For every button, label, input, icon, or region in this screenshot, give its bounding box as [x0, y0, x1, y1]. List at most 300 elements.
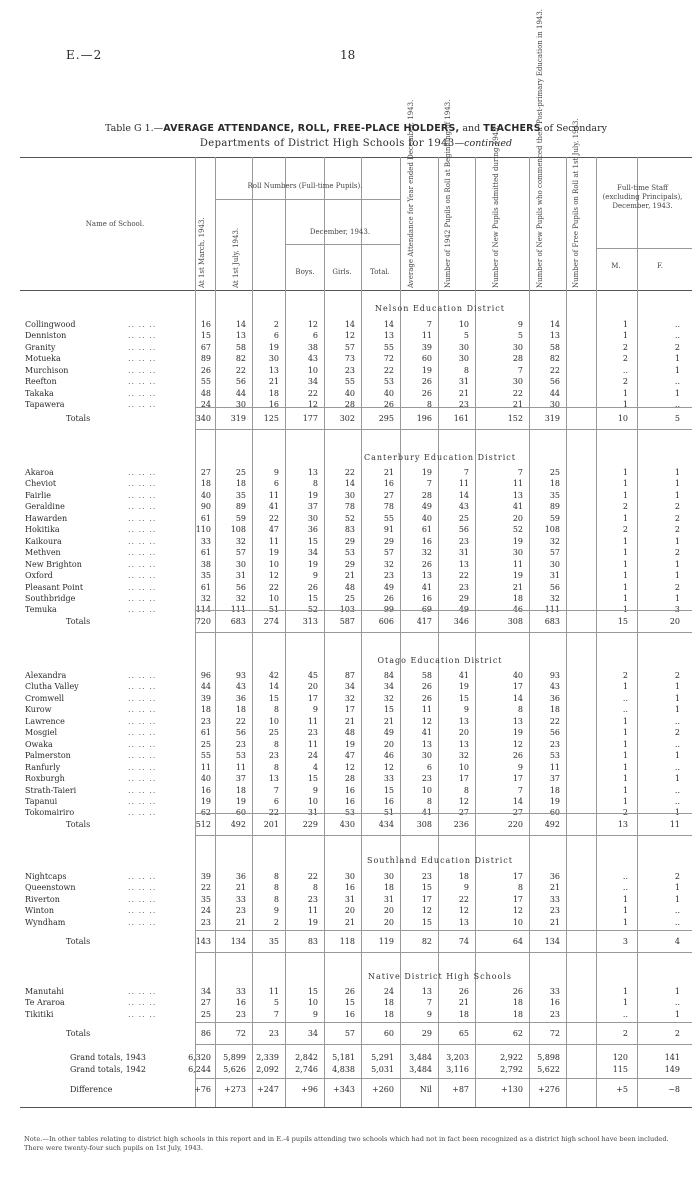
leader-dots: .. .. .. [128, 883, 157, 893]
cell: 59 [549, 513, 560, 523]
leader-dots: .. .. .. [128, 917, 157, 927]
cell: 34 [307, 377, 318, 387]
table-row [0, 905, 700, 916]
cell: 52 [512, 525, 523, 535]
cell: 25 [200, 1009, 211, 1019]
cell: 26 [458, 987, 469, 996]
cell: 64 [512, 937, 523, 946]
cell: 59 [235, 513, 246, 523]
section-title: Nelson Education District [375, 304, 505, 313]
cell: 11 [235, 762, 246, 772]
cell: 36 [549, 693, 560, 703]
cell: 2 [674, 513, 680, 523]
cell: 10 [421, 785, 432, 795]
roll-group-rule [215, 199, 400, 200]
cell: 33 [549, 987, 560, 996]
cell: 13 [235, 331, 246, 341]
cell: 2 [622, 671, 628, 680]
cell: 430 [339, 820, 355, 829]
cell: .. [622, 693, 628, 703]
cell: 19 [549, 796, 560, 806]
cell: 41 [421, 582, 432, 592]
cell: 17 [307, 693, 318, 703]
cell: 16 [344, 1009, 355, 1019]
school-name: Te Araroa [25, 998, 65, 1008]
cell: +76 [194, 1085, 211, 1094]
cell: 21 [268, 377, 279, 387]
cell: 19 [421, 468, 432, 477]
cell: 56 [458, 525, 469, 535]
cell: 12 [512, 906, 523, 916]
table-row [0, 997, 700, 1008]
cell: 26 [512, 751, 523, 761]
cell: 30 [458, 342, 469, 352]
cell: 83 [307, 937, 318, 946]
cell: 22 [344, 468, 355, 477]
cell: 9 [273, 468, 279, 477]
cell: 10 [617, 414, 628, 423]
totals-row [0, 616, 700, 627]
cell: 30 [549, 400, 560, 410]
cell: 83 [344, 525, 355, 535]
cell: .. [674, 400, 680, 410]
school-name: Hokitika [25, 525, 60, 535]
cell: 11 [512, 479, 523, 489]
cell: 30 [235, 400, 246, 410]
header-top-rule [20, 157, 692, 158]
cell: 1 [674, 751, 680, 761]
cell: 23 [549, 1009, 560, 1019]
cell: 5,898 [537, 1053, 560, 1062]
cell: .. [674, 320, 680, 329]
leader-dots: .. .. .. [128, 548, 157, 558]
cell: 23 [549, 906, 560, 916]
cell: 18 [235, 705, 246, 715]
cell: 1 [622, 571, 628, 581]
cell: 16 [383, 479, 394, 489]
cell: 417 [416, 617, 432, 626]
cell: 19 [307, 490, 318, 500]
cell: 274 [263, 617, 279, 626]
cell: 295 [378, 414, 394, 423]
table-row [0, 882, 700, 893]
cell: 62 [512, 1029, 523, 1038]
cell: 1 [674, 774, 680, 784]
cell: 22 [458, 894, 469, 904]
cell: 15 [383, 785, 394, 795]
cell: 44 [200, 682, 211, 692]
totals-rule [195, 1022, 692, 1023]
cell: 55 [383, 342, 394, 352]
cell: 22 [268, 513, 279, 523]
cell: 49 [421, 502, 432, 512]
cell: 26 [421, 559, 432, 569]
cell: 115 [612, 1065, 628, 1074]
cell: 2 [674, 525, 680, 535]
leader-dots: .. .. .. [128, 342, 157, 352]
leader-dots: .. .. .. [128, 331, 157, 341]
section-title: Canterbury Education District [364, 453, 516, 462]
cell: 1 [674, 479, 680, 489]
cell: 10 [268, 559, 279, 569]
school-name: Methven [25, 548, 61, 558]
cell: 143 [195, 937, 211, 946]
grand-total-1943-row [0, 1052, 700, 1063]
cell: 1 [674, 571, 680, 581]
table-row [0, 501, 700, 512]
cell: 8 [463, 785, 469, 795]
leader-dots: .. .. .. [128, 774, 157, 784]
cell: 10 [268, 593, 279, 603]
cell: 16 [200, 785, 211, 795]
cell: 48 [344, 582, 355, 592]
cell: 1 [622, 548, 628, 558]
table-row [0, 467, 700, 478]
table-row [0, 478, 700, 489]
cell: 340 [195, 414, 211, 423]
cell: 30 [512, 377, 523, 387]
cell: 1 [622, 894, 628, 904]
cell: 1 [674, 1009, 680, 1019]
cell: 2,922 [500, 1053, 523, 1062]
cell: 24 [200, 400, 211, 410]
cell: 24 [383, 987, 394, 996]
cell: 1 [674, 388, 680, 398]
cell: 13 [617, 820, 628, 829]
cell: 15 [200, 331, 211, 341]
school-name: Difference [70, 1085, 113, 1094]
cell: 28 [344, 774, 355, 784]
difference-row [0, 1084, 700, 1095]
cell: 16 [200, 320, 211, 329]
cell: .. [622, 1009, 628, 1019]
cell: 201 [263, 820, 279, 829]
cell: 19 [268, 548, 279, 558]
cell: 17 [512, 682, 523, 692]
cell: .. [622, 872, 628, 881]
cell: 74 [458, 937, 469, 946]
cell: 346 [453, 617, 469, 626]
totals-rule [195, 930, 692, 931]
school-name: Denniston [25, 331, 67, 341]
cell: 7 [517, 468, 523, 477]
cell: 2,792 [500, 1065, 523, 1074]
cell: +247 [257, 1085, 279, 1094]
cell: 36 [235, 872, 246, 881]
cell: 1 [622, 774, 628, 784]
cell: 8 [273, 883, 279, 893]
cell: 14 [512, 796, 523, 806]
table-row [0, 693, 700, 704]
cell: 1 [674, 365, 680, 375]
cell: 15 [458, 693, 469, 703]
cell: 32 [383, 693, 394, 703]
cell: 55 [200, 751, 211, 761]
cell: 21 [512, 582, 523, 592]
cell: 1 [674, 705, 680, 715]
cell: 44 [549, 388, 560, 398]
column-header-new-commenced: Number of New Pupils who commenced their Post-primary Education in 1943. [536, 8, 544, 288]
cell: 43 [307, 354, 318, 364]
cell: 18 [458, 1009, 469, 1019]
cell: 73 [344, 354, 355, 364]
school-name: Pleasant Point [25, 582, 84, 592]
cell: 8 [273, 739, 279, 749]
leader-dots: .. .. .. [128, 682, 157, 692]
cell: 10 [512, 917, 523, 927]
table-row [0, 388, 700, 399]
table-row [0, 524, 700, 535]
cell: 30 [344, 490, 355, 500]
leader-dots: .. .. .. [128, 796, 157, 806]
column-header-staff: Full-time Staff (excluding Principals), December, 1943. [602, 184, 683, 210]
cell: +87 [452, 1085, 469, 1094]
cell: 12 [512, 739, 523, 749]
cell: 25 [200, 739, 211, 749]
cell: 8 [426, 796, 432, 806]
table-row [0, 353, 700, 364]
cell: 23 [549, 739, 560, 749]
cell: 8 [273, 705, 279, 715]
cell: 4 [312, 762, 318, 772]
leader-dots: .. .. .. [128, 671, 157, 680]
cell: +96 [301, 1085, 318, 1094]
school-name: Kaikoura [25, 536, 62, 546]
cell: 47 [344, 751, 355, 761]
cell: 1 [622, 320, 628, 329]
cell: 6 [273, 796, 279, 806]
cell: 683 [544, 617, 560, 626]
cell: 1 [622, 739, 628, 749]
cell: 16 [549, 998, 560, 1008]
cell: 61 [200, 513, 211, 523]
cell: 125 [263, 414, 279, 423]
column-header-name: Name of School. [85, 220, 145, 228]
cell: 1 [622, 917, 628, 927]
cell: 15 [421, 883, 432, 893]
cell: 9 [312, 785, 318, 795]
cell: 36 [235, 693, 246, 703]
cell: 13 [421, 987, 432, 996]
cell: 6 [273, 331, 279, 341]
cell: 8 [463, 365, 469, 375]
column-header-at-july: At 1st July, 1943. [232, 227, 240, 288]
cell: 22 [549, 365, 560, 375]
cell: 1 [674, 987, 680, 996]
cell: 9 [312, 1009, 318, 1019]
cell: 18 [383, 1009, 394, 1019]
leader-dots: .. .. .. [128, 582, 157, 592]
cell: 57 [344, 1029, 355, 1038]
cell: 103 [339, 605, 355, 615]
cell: 14 [344, 479, 355, 489]
cell: 49 [458, 605, 469, 615]
cell: 55 [344, 377, 355, 387]
totals-rule [195, 429, 692, 430]
cell: 9 [517, 762, 523, 772]
school-name: Murchison [25, 365, 69, 375]
cell: 37 [549, 774, 560, 784]
cell: 18 [268, 388, 279, 398]
cell: 31 [458, 548, 469, 558]
cell: 13 [458, 559, 469, 569]
cell: 24 [200, 906, 211, 916]
cell: 99 [383, 605, 394, 615]
cell: 5,031 [371, 1065, 394, 1074]
cell: 12 [458, 906, 469, 916]
cell: 1 [622, 513, 628, 523]
leader-dots: .. .. .. [128, 571, 157, 581]
cell: 78 [383, 502, 394, 512]
cell: 19 [307, 917, 318, 927]
cell: 5,291 [371, 1053, 394, 1062]
cell: Nil [419, 1085, 432, 1094]
school-name: Roxburgh [25, 774, 65, 784]
cell: 7 [426, 479, 432, 489]
cell: 12 [421, 906, 432, 916]
cell: 13 [268, 774, 279, 784]
cell: 8 [273, 894, 279, 904]
cell: .. [674, 716, 680, 726]
cell: 26 [307, 582, 318, 592]
cell: 39 [200, 693, 211, 703]
cell: 49 [383, 582, 394, 592]
cell: 33 [235, 987, 246, 996]
leader-dots: .. .. .. [128, 365, 157, 375]
cell: +260 [372, 1085, 394, 1094]
cell: 1 [622, 682, 628, 692]
cell: 40 [200, 774, 211, 784]
cell: 13 [512, 716, 523, 726]
cell: 12 [421, 716, 432, 726]
cell: 41 [421, 808, 432, 818]
school-name: Grand totals, 1943 [70, 1053, 146, 1062]
cell: 683 [230, 617, 246, 626]
cell: 47 [268, 525, 279, 535]
cell: 16 [344, 883, 355, 893]
cell: 9 [517, 320, 523, 329]
cell: 3 [674, 605, 680, 615]
cell: 31 [235, 571, 246, 581]
cell: 1 [674, 894, 680, 904]
cell: 16 [344, 785, 355, 795]
cell: 93 [235, 671, 246, 680]
cell: 5,899 [223, 1053, 246, 1062]
totals-row [0, 1028, 700, 1039]
totals-row [0, 819, 700, 830]
cell: 25 [458, 513, 469, 523]
cell: 2 [674, 342, 680, 352]
cell: 11 [200, 762, 211, 772]
cell: 1 [674, 354, 680, 364]
cell: 229 [302, 820, 318, 829]
cell: 3,116 [446, 1065, 469, 1074]
cell: 12 [458, 796, 469, 806]
cell: 11 [669, 820, 680, 829]
cell: 78 [344, 502, 355, 512]
cell: 15 [307, 536, 318, 546]
cell: 15 [617, 617, 628, 626]
totals-row [0, 936, 700, 947]
leader-dots: .. .. .. [128, 987, 157, 996]
cell: 17 [421, 894, 432, 904]
cell: 11 [307, 906, 318, 916]
cell: 11 [268, 987, 279, 996]
cell: 10 [307, 365, 318, 375]
cell: 33 [383, 774, 394, 784]
cell: 82 [421, 937, 432, 946]
cell: 26 [200, 365, 211, 375]
cell: +5 [616, 1085, 628, 1094]
cell: 53 [344, 548, 355, 558]
cell: 134 [544, 937, 560, 946]
cell: 18 [458, 872, 469, 881]
cell: 14 [549, 320, 560, 329]
cell: 30 [458, 354, 469, 364]
cell: 18 [200, 705, 211, 715]
cell: 57 [549, 548, 560, 558]
leader-dots: .. .. .. [128, 605, 157, 615]
cell: 23 [200, 917, 211, 927]
cell: 11 [268, 536, 279, 546]
cell: 23 [200, 716, 211, 726]
cell: 19 [421, 365, 432, 375]
cell: 6,320 [188, 1053, 211, 1062]
cell: 2 [273, 320, 279, 329]
school-name: Owaka [25, 739, 53, 749]
cell: 60 [383, 1029, 394, 1038]
cell: 12 [307, 320, 318, 329]
cell: 2 [674, 1029, 680, 1038]
school-name: Tokomairiro [25, 808, 75, 818]
cell: 56 [549, 582, 560, 592]
cell: 19 [512, 728, 523, 738]
cell: 82 [549, 354, 560, 364]
cell: 2 [622, 1029, 628, 1038]
cell: 58 [421, 671, 432, 680]
leader-dots: .. .. .. [128, 728, 157, 738]
cell: 1 [622, 331, 628, 341]
leader-dots: .. .. .. [128, 739, 157, 749]
cell: 6 [273, 479, 279, 489]
cell: 10 [458, 320, 469, 329]
cell: 2 [622, 377, 628, 387]
cell: 12 [344, 331, 355, 341]
cell: 20 [307, 682, 318, 692]
cell: 91 [383, 525, 394, 535]
cell: 30 [512, 342, 523, 352]
cell: 22 [458, 571, 469, 581]
cell: 8 [426, 400, 432, 410]
cell: 13 [458, 917, 469, 927]
cell: 5 [273, 998, 279, 1008]
cell: 11 [421, 705, 432, 715]
school-name: Fairlie [25, 490, 52, 500]
cell: 6 [312, 331, 318, 341]
cell: 2,092 [256, 1065, 279, 1074]
cell: 52 [344, 513, 355, 523]
cell: 21 [512, 400, 523, 410]
table-row [0, 716, 700, 727]
cell: 19 [344, 739, 355, 749]
cell: 34 [383, 682, 394, 692]
cell: 60 [421, 354, 432, 364]
cell: +343 [333, 1085, 355, 1094]
column-header-f: F. [657, 262, 663, 270]
cell: 14 [383, 320, 394, 329]
cell: 57 [235, 548, 246, 558]
leader-dots: .. .. .. [128, 894, 157, 904]
